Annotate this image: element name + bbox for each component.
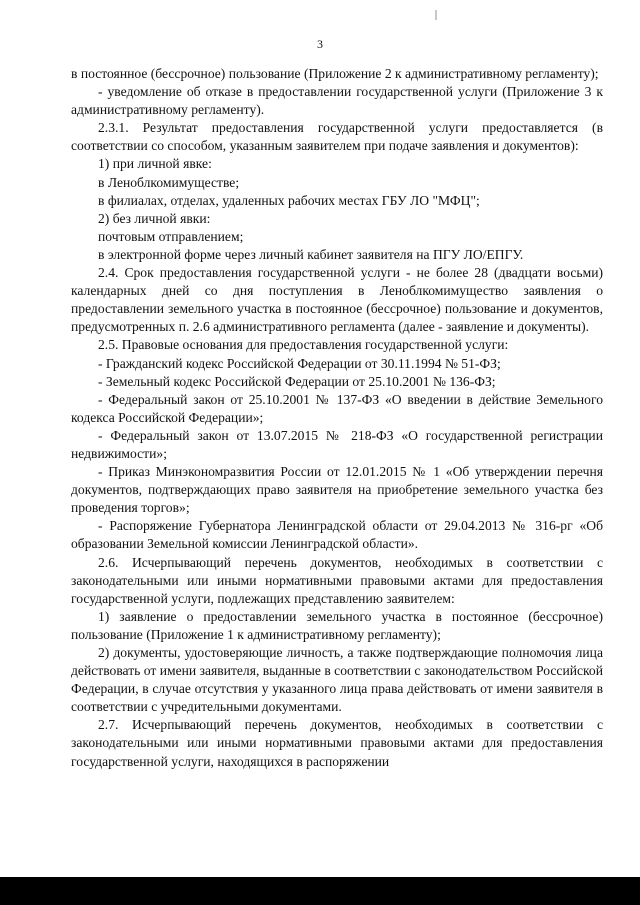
scan-border	[0, 877, 640, 905]
paragraph: в электронной форме через личный кабинет заявителя на ПГУ ЛО/ЕПГУ.	[98, 246, 524, 262]
paragraph: 2.7. Исчерпывающий перечень документов, необходимых в соответствии с законодательными или иными нормативными правовыми актами для предоставления государственной услуги, находящихся в распоряжении	[71, 717, 603, 769]
scan-mark	[435, 10, 437, 20]
paragraph: 1) при личной явке:	[98, 156, 212, 172]
paragraph: - Земельный кодекс Российской Федерации от 25.10.2001 № 136-ФЗ;	[98, 373, 496, 389]
paragraph: - Распоряжение Губернатора Ленинградской области от 29.04.2013 № 316-рг «Об образовании Земельной комиссии Ленинградской области».	[71, 518, 603, 552]
paragraph: - Приказ Минэкономразвития России от 12.01.2015 № 1 «Об утверждении перечня документов, подтверждающих право заявителя на приобретение земельного участка без проведения торгов»;	[71, 464, 603, 516]
paragraph: 2) без личной явки:	[98, 210, 211, 226]
paragraph: - уведомление об отказе в предоставлении государственной услуги (Приложение 3 к административному регламенту).	[71, 84, 603, 118]
paragraph: в Леноблкомимуществе;	[98, 174, 240, 190]
paragraph: 2) документы, удостоверяющие личность, а также подтверждающие полномочия лица действовать от имени заявителя, выданные в соответствии с законодательством Российской Федерации, в случае отсутствия у указанного лица права действовать от имени заявителя в соответствии с учредительными документами.	[71, 645, 604, 715]
paragraph: в филиалах, отделах, удаленных рабочих местах ГБУ ЛО "МФЦ";	[98, 192, 480, 208]
page-number: 3	[317, 37, 323, 51]
paragraph: 2.6. Исчерпывающий перечень документов, необходимых в соответствии с законодательными или иными нормативными правовыми актами для предоставления государственной услуги, подлежащих представлению заявителем:	[71, 554, 603, 606]
paragraph: 2.3.1. Результат предоставления государственной услуги предоставляется (в соответствии со способом, указанным заявителем при подаче заявления и документов):	[71, 120, 603, 154]
document-body	[71, 65, 603, 771]
paragraph: 2.5. Правовые основания для предоставления государственной услуги:	[98, 337, 509, 353]
paragraph: 2.4. Срок предоставления государственной услуги - не более 28 (двадцати восьми) календарных дней со дня поступления в Леноблкомимущество заявления о предоставлении земельного участка в постоянное (бессрочное) пользование и документов, предусмотренных п. 2.6 административного регламента (далее - заявление и документы).	[71, 265, 603, 335]
paragraph: в постоянное (бессрочное) пользование (Приложение 2 к административному регламенту);	[71, 66, 599, 81]
paragraph: почтовым отправлением;	[98, 228, 244, 244]
paragraph: - Федеральный закон от 13.07.2015 № 218-ФЗ «О государственной регистрации недвижимости»;	[71, 427, 603, 461]
paragraph: - Федеральный закон от 25.10.2001 № 137-ФЗ «О введении в действие Земельного кодекса Российской Федерации»;	[71, 391, 603, 425]
paragraph: 1) заявление о предоставлении земельного участка в постоянное (бессрочное) пользование (Приложение 1 к административному регламенту);	[71, 608, 603, 642]
paragraph: - Гражданский кодекс Российской Федерации от 30.11.1994 № 51-ФЗ;	[98, 355, 501, 371]
